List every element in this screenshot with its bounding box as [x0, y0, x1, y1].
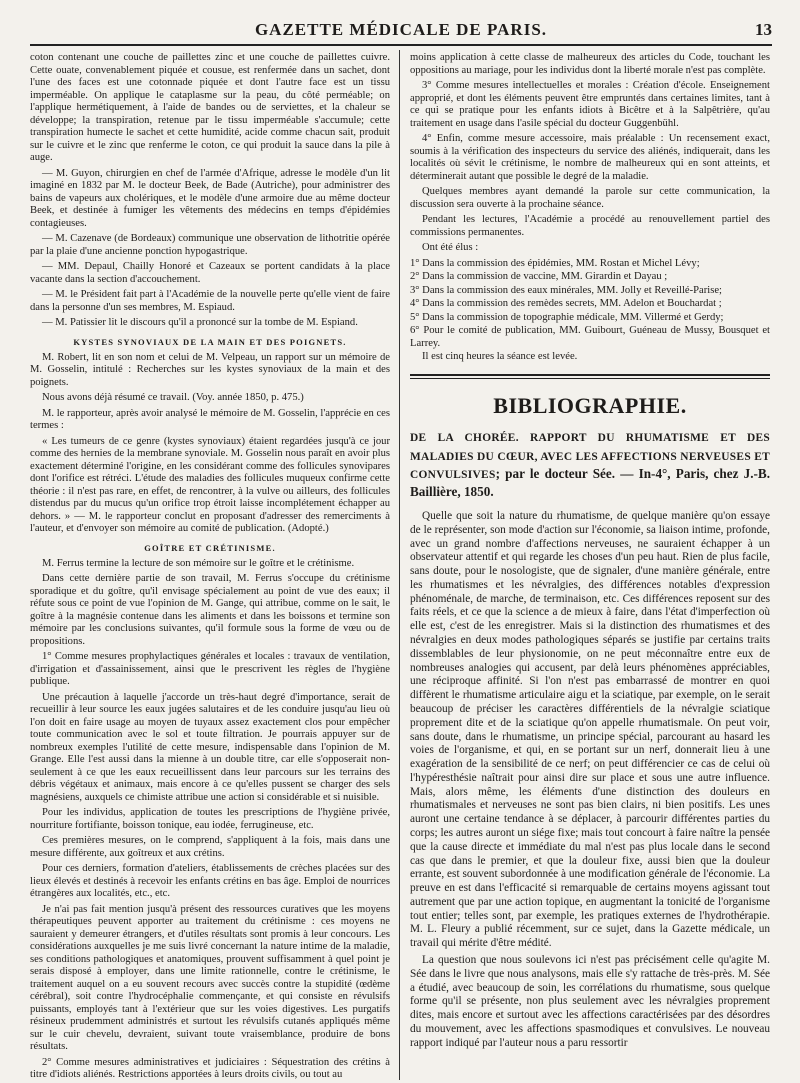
review-text [410, 510, 770, 1050]
page-header [30, 14, 772, 46]
paragraph: — M. Cazenave (de Bordeaux) communique une observation de lithotritie opérée par la plaie d'une ancienne ponction hypogastrique. [30, 233, 390, 257]
paragraph: M. Ferrus termine la lecture de son mémoire sur le goître et le crétinisme. [42, 557, 355, 569]
paragraph: — M. Guyon, chirurgien en chef de l'armée d'Afrique, adresse le modèle d'un lit imaginé en 1832 par M. le docteur Beek, de Bade (Autriche), pour administrer des bains de vapeurs aux cholériques, et le modèle d'une armoire due au même docteur Beek, et destinée à fumiger les vêtements des médecins en temps d'épidémies contagieuses. [30, 167, 390, 229]
paragraph: La question que nous soulevons ici n'est pas précisément celle qu'agite M. Sée dans le livre que nous analysons, mais elle s'y rattache de très-près. M. Sée a étudié, avec beaucoup de soin, les corrélations du rhumatisme, sous quelque forme qu'il se présente, non plus seulement avec les névralgies proprement dites, mais encore et surtout avec les affections caractérisées par des désordres du mouvement, avec les affections spasmodiques et convulsives. Le nouveau rapport indiqué par l'auteur nous a paru ressortir [410, 954, 770, 1049]
book-reference [410, 428, 770, 500]
paragraph: 1° Comme mesures prophylactiques générales et locales : travaux de ventilation, d'irrigation et d'assainissement, ainsi que le prescrivent les règles de l'hygiène publique. [30, 651, 390, 688]
book-title: DE LA CHORÉE. RAPPORT DU RHUMATISME ET DES MALADIES DU CŒUR, AVEC LES AFFECTIONS NERVEUSES ET CONVULSIVES [410, 432, 770, 481]
paragraph: Quelle que soit la nature du rhumatisme, de quelque manière qu'on essaye de le représenter, son mode d'action sur l'économie, sa liaison intime, profonde, avec un grand nombre d'affections nerveuses, ne sauraient échapper à un observateur attentif et qui regarde les choses d'un peu haut. Rien de plus facile, sans doute, pour le nosologiste, que de signaler, d'une manière générale, entre les rhumatismes et les névralgies, des différences notables d'expression phénoménale, de marche, de terminaison, etc. Ces différences reposent sur des faits réels, et ce que la science a de mieux à faire, dans l'état d'imperfection où elle est, c'est de les enregistrer. Mais si la distinction des rhumatismes et des névralgies en deux modes pathologiques séparés se justifie par certains traits dissemblables de leur physionomie, on ne peut méconnaître entre eux de nombreuses analogies qui accusent, par delà leurs phénomènes appréciables, une réciproque affinité. Si l'on n'est pas embarrassé de montrer en quoi diffèrent le rhumatisme articulaire aigu et la sciatique, par exemple, on le serait beaucoup de préciser les caractères différentiels de la névralgie sciatique proprement dite et de la sciatique qu'on appelle rhumatismale. On peut voir, sans doute, dans le rhumatisme, un principe spécial, parcourant au hasard les voies de l'organisme, et qui, en se portant sur un nerf, donnerait lieu à une exagération de la sensibilité de ce nerf; on peut différencier ce cas de celui où l'hypéresthésie naîtrait pour ainsi dire sur place et sous une autre influence. Mais, alors même, les éléments d'une distinction des douleurs en rhumatismales et nerveuses ne sont pas bien clairs, ni bien positifs. Les unes auront une certaine tendance à se déplacer, à parcourir différentes parties du corps; les autres auront un siége fixe; mais tout concourt à faire naître la pensée que la cause directe et immédiate du mal n'est pas plus locale dans le second cas que dans le premier, et que la douleur fixe, aussi bien que la douleur errante, est souvent subordonnée à une modification générale de l'économie. La preuve en est dans l'efficacité si remarquable de certains moyens agissant tout autrement que par une action topique, en augmentant la tonicité de l'organisme tout entier; telles sont, par exemple, les pratiques externes de l'hydrothérapie. M. L. Fleury a publié récemment, sur ce sujet, dans la Gazette médicale, un travail qui mérite d'être médité. [410, 510, 770, 950]
list-item: 4° Dans la commission des remèdes secrets, MM. Adelon et Bouchardat ; [410, 298, 722, 309]
list-item: 3° Dans la commission des eaux minérales, MM. Jolly et Reveillé-Parise; [410, 284, 722, 296]
list-item: 6° Pour le comité de publication, MM. Guibourt, Guéneau de Mussy, Bousquet et Larrey. [410, 325, 770, 349]
paragraph: Dans cette dernière partie de son travail, M. Ferrus s'occupe du crétinisme sporadique et du goître, qu'il envisage spécialement au point de vue des eaux; il réfute sous ce point de vue l'opinion de M. Gange, qui attribue, comme on le sait, le goître à la magnésie contenue dans les aliments et dans les boissons et termine son mémoire par les conclusions suivantes, qu'il formule sous la forme de vœu ou de propositions. [30, 573, 390, 647]
paragraph: — MM. Depaul, Chailly Honoré et Cazeaux se portent candidats à la place vacante dans la section d'accouchement. [30, 261, 390, 285]
bibliography-heading: BIBLIOGRAPHIE. [493, 392, 687, 418]
book-publication: ; par le docteur Sée. — In-4°, Paris, chez J.-B. Baillière, 1850. [410, 465, 770, 499]
paragraph: « Les tumeurs de ce genre (kystes synoviaux) étaient regardées jusqu'à ce jour comme des hernies de la membrane synoviale. M. Gosselin nous paraît en avoir plus exactement déterminé l'origine, en les considérant comme des follicules synovipares dont l'orifice est rétréci. L'étude des maladies des follicules muqueux confirme cette théorie : il n'est pas rare, en effet, de rencontrer, à la vulve ou ailleurs, des follicules distendus par du mucus qu'un orifice trop étroit laisse incomplétement échapper au dehors. » — M. le rapporteur conclut en proposant d'adresser des remerciments à l'auteur, et d'envoyer son mémoire au comité de publication. (Adopté.) [30, 435, 390, 535]
left-column [30, 52, 390, 1081]
paragraph: Nous avons déjà résumé ce travail. (Voy. année 1850, p. 475.) [42, 392, 304, 404]
paragraph: coton contenant une couche de paillettes zinc et une couche de paillettes cuivre. Cette ouate, convenablement piquée et cousue, est renfermée dans un sachet, dont l'une des faces est une cotonnade piquée et dont l'autre face est un tissu imperméable. On applique le cataplasme sur la peau, du côté perméable; on l'applique hermétiquement, à l'aide de bandes ou de serviettes, et la chaleur se développe; la transpiration, retenue par le tissu imperméable s'accumule; cette transpiration humecte le sachet et cette humidité, acide comme chacun sait, produit sur le cuivre et le zinc que renferme le coton, ce qui produit la sauce dans la pile à auge. [30, 52, 390, 163]
section-title: GOÎTRE ET CRÉTINISME. [144, 542, 276, 553]
paragraph: Pour les individus, application de toutes les prescriptions de l'hygiène privée, nourriture fortifiante, boisson tonique, eau iodée, ferrugineuse, etc. [30, 807, 390, 831]
paragraph: Je n'ai pas fait mention jusqu'à présent des ressources curatives que les moyens thérapeutiques peuvent apporter au traitement du crétinisme : ces moyens ne sauraient y demeurer étrangers, et d'utiles résultats sont promis à leur concours. Les considérations auxquelles je me suis livré concernant la nature intime de la maladie, ses conditions pathologiques et anatomiques, prouvent suffisamment à quel point je serais disposé à employer, dans une limite rationnelle, contre le crétinisme, le traitement auquel on a eu souvent recours avec succès contre la stupidité (œdème cérébral), soit contre l'hydrocéphalie commençante, et qui consiste en révulsifs puissants, employés tant à l'extérieur que sur les voies digestives. Les purgatifs résineux prudemment administrés et surtout les révulsifs cutanés appliqués même sur le cuir chevelu, devraient, suivant toute vraisemblance, produire de bons résultats. [30, 903, 390, 1053]
paragraph: Pour ces derniers, formation d'ateliers, établissements de crèches placées sur des lieux élevés et destinés à recevoir les enfants crétins en bas âge. Emploi de nourrices étrangères aux localités, etc., etc. [30, 863, 390, 900]
right-column [410, 52, 770, 1072]
paragraph: Pendant les lectures, l'Académie a procédé au renouvellement partiel des commissions permanentes. [410, 214, 770, 238]
paragraph: 2° Comme mesures administratives et judiciaires : Séquestration des crétins à titre d'idiots aliénés. Restrictions apportées à leurs droits civils, ou tout au [30, 1056, 390, 1081]
section-divider [410, 374, 770, 379]
paragraph: Ont été élus : [422, 242, 479, 253]
list-item: 5° Dans la commission de topographie médicale, MM. Villermé et Gerdy; [410, 311, 724, 323]
list-item: 1° Dans la commission des épidémies, MM. Rostan et Michel Lévy; [410, 257, 700, 269]
paragraph: Ces premières mesures, on le comprend, s'appliquent à la fois, mais dans une mesure différente, aux goîtreux et aux crétins. [30, 835, 390, 859]
paragraph: M. le rapporteur, après avoir analysé le mémoire de M. Gosselin, l'apprécie en ces termes : [30, 407, 390, 432]
paragraph: Il est cinq heures la séance est levée. [422, 351, 578, 362]
list-item: 2° Dans la commission de vaccine, MM. Girardin et Dayau ; [410, 271, 668, 282]
paragraph: 4° Enfin, comme mesure accessoire, mais préalable : Un recensement exact, soumis à la vérification des inspecteurs du service des aliénés, indiquerait, dans les localités où sévit le crétinisme, le nombre de malheureux qui en sont atteints, et déterminerait autant que possible le degré de la maladie. [410, 133, 770, 182]
paragraph: — M. Patissier lit le discours qu'il a prononcé sur la tombe de M. Espiand. [42, 317, 358, 328]
page-number: 13 [755, 20, 772, 39]
paragraph: Une précaution à laquelle j'accorde un très-haut degré d'importance, serait de recueillir à leur source les eaux jugées salutaires et de les conduire jusqu'au lieu où l'on doit en faire usage au moyen de tuyaux assez exactement clos pour empêcher toute communication avec le sol et toute filtration. Je pourrais appuyer sur de nombreux exemples l'utilité de cette mesure, indispensable dans l'opinion de M. Grange. Elle l'est aussi dans la mienne à un double titre, car elle s'opposerait non-seulement à ce que les eaux recueillissent dans leur parcours sur les terrains des débris végétaux et animaux, mais encore à ce qu'elles pussent se charger des sels magnésiens, auxquels ce chimiste attribue une action si considérable et si nuisible. [30, 691, 390, 803]
section-title: KYSTES SYNOVIAUX DE LA MAIN ET DES POIGNETS. [73, 336, 347, 347]
running-title: GAZETTE MÉDICALE DE PARIS. [254, 20, 548, 39]
paragraph: moins application à cette classe de malheureux des articles du Code, touchant les oppositions au mariage, pour les individus dont la liberté morale n'est pas complète. [410, 52, 770, 76]
paragraph: M. Robert, lit en son nom et celui de M. Velpeau, un rapport sur un mémoire de M. Gosselin, intitulé : Recherches sur les kystes synoviaux de la main et des poignets. [30, 351, 390, 388]
paragraph: — M. le Président fait part à l'Académie de la nouvelle perte qu'elle vient de faire dans la personne d'un ses membres, M. Espiaud. [30, 289, 390, 313]
paragraph: 3° Comme mesures intellectuelles et morales : Création d'école. Enseignement approprié, et dont les éléments peuvent être empruntés dans certaines limites, tant à ce qui se pratique pour les enfants idiots à Bicêtre et à la Salpêtrière, qu'au traitement en usage dans l'asile spécial du docteur Guggenbühl. [410, 80, 770, 129]
paragraph: Quelques membres ayant demandé la parole sur cette communication, la discussion sera ouverte à la prochaine séance. [410, 186, 770, 210]
elected-list [410, 258, 770, 351]
column-divider [399, 50, 400, 1080]
